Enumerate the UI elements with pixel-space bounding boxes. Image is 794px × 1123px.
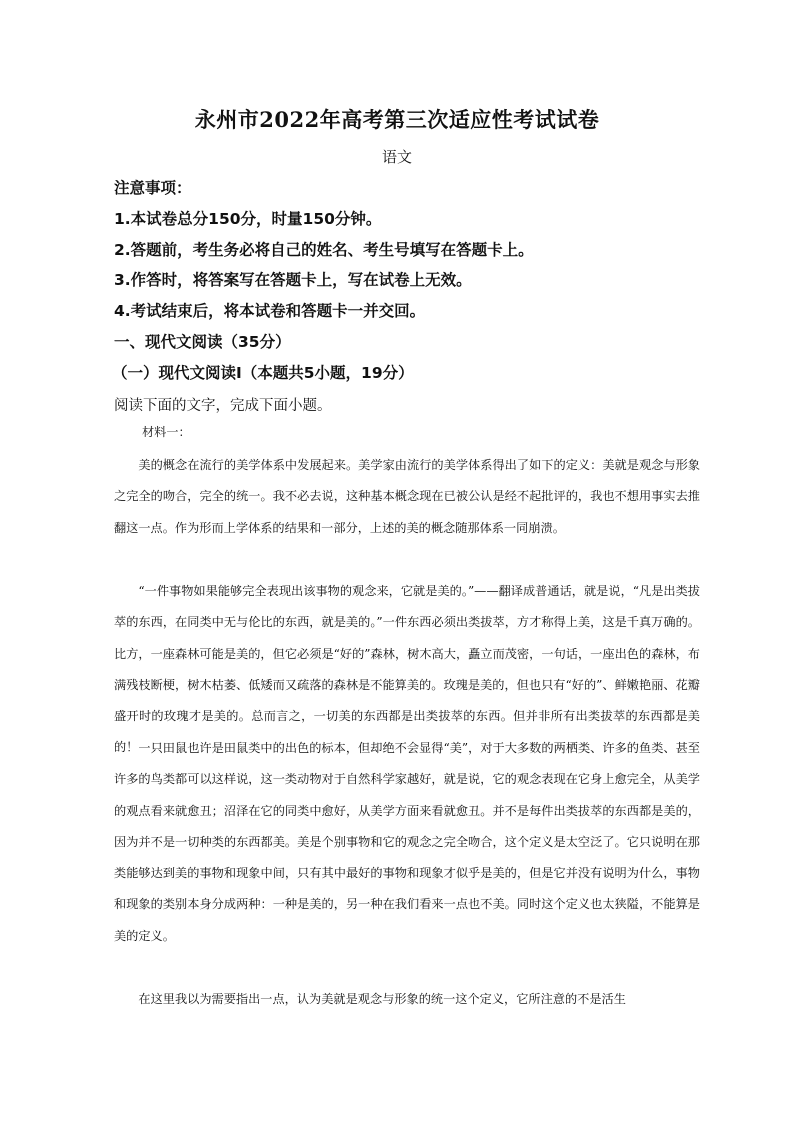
- notice-item-2: 2.答题前，考生务必将自己的姓名、考生号填写在答题卡上。: [114, 241, 534, 259]
- material-label: 材料一：: [142, 425, 191, 439]
- notice-item-3: 3.作答时，将答案写在答题卡上，写在试卷上无效。: [114, 271, 472, 289]
- passage-paragraph-1: 美的概念在流行的美学体系中发展起来。美学家由流行的美学体系得出了如下的定义：美就是观念与形象之完全的吻合，完全的统一。我不必去说，这种基本概念现在已被公认是经不起批评的，我也不想用事实去推翻这一点。作为形而上学体系的结果和一部分，上述的美的概念随那体系一同崩溃。: [114, 458, 700, 535]
- reading-instruction: 阅读下面的文字，完成下面小题。: [114, 398, 332, 414]
- passage-paragraph-2: “一件事物如果能够完全表现出该事物的观念来，它就是美的。”——翻译成普通话，就是说，“凡是出类拔萃的东西，在同类中无与伦比的东西，就是美的。”一件东西必须出类拔萃，方才称得上美，这是千真万确的。比方，一座森林可能是美的，但它必须是“好的”森林，树木高大，矗立而茂密，一句话，一座出色的森林，布满残枝断梗，树木枯萎、低矮而又疏落的森林是不能算美的。玫瑰是美的，但也只有“好的”、鲜嫩艳丽、花瓣盛开时的玫瑰才是美的。总而言之，一切美的东西都是出类拔萃的东西。但并非所有出类拔萃的东西都是美的！: [114, 584, 700, 755]
- passage-paragraph-4: 在这里我以为需要指出一点，认为美就是观念与形象的统一这个定义，它所注意的不是活生: [138, 992, 626, 1006]
- notice-item-1: 1.本试卷总分150分，时量150分钟。: [114, 210, 382, 228]
- subsection-title: （一）现代文阅读Ⅰ（本题共5小题，19分）: [112, 364, 414, 382]
- notice-heading: 注意事项：: [114, 179, 192, 197]
- passage-paragraph-3: 一只田鼠也许是田鼠类中的出色的标本，但却绝不会显得“美”，对于大多数的两栖类、许多的鱼类、甚至许多的鸟类都可以这样说，这一类动物对于自然科学家越好，就是说，它的观念表现在它身上愈完全，从美学的观点看来就愈丑；沼泽在它的同类中愈好，从美学方面来看就愈丑。并不是每件出类拔萃的东西都是美的，因为并不是一切种类的东西都美。美是个别事物和它的观念之完全吻合，这个定义是太空泛了。它只说明在那类能够达到美的事物和现象中间，只有其中最好的事物和现象才似乎是美的，但是它并没有说明为什么，事物和现象的类别本身分成两种：一种是美的，另一种在我们看来一点也不美。同时这个定义也太狭隘，不能算是美的定义。: [114, 741, 700, 943]
- notice-item-4: 4.考试结束后，将本试卷和答题卡一并交回。: [114, 302, 426, 320]
- exam-title: 永州市2022年高考第三次适应性考试试卷: [194, 107, 600, 132]
- section-title: 一、现代文阅读（35分）: [114, 333, 291, 351]
- subject-label: 语文: [381, 148, 412, 166]
